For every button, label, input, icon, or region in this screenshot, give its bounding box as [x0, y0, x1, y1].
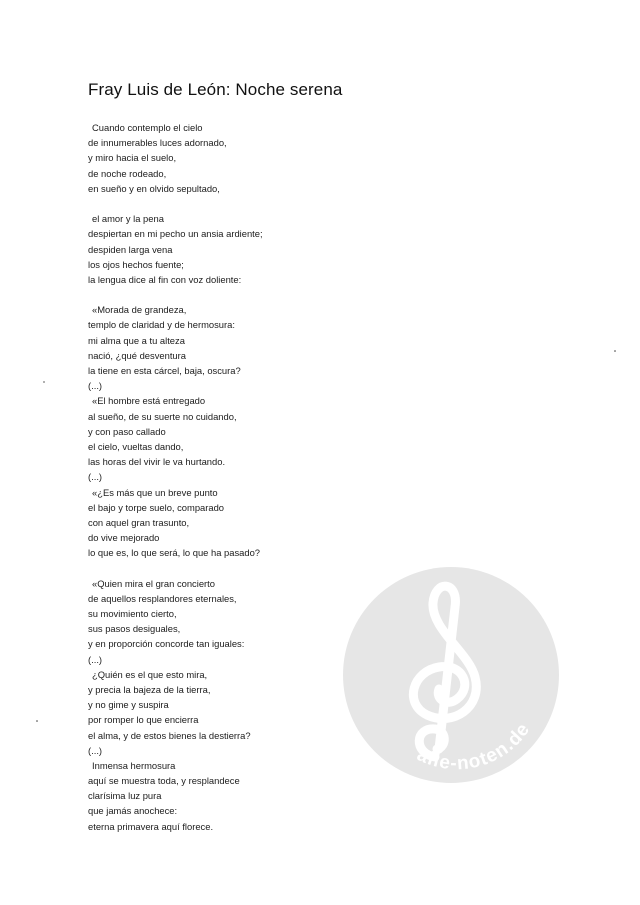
poem-line: sus pasos desiguales,: [88, 623, 181, 635]
poem-line: (...): [88, 471, 103, 483]
poem-line: despiertan en mi pecho un ansia ardiente;: [88, 228, 263, 240]
poem-line: y con paso callado: [88, 425, 166, 437]
poem-line: (...): [88, 744, 103, 756]
poem-line: (...): [88, 380, 103, 392]
poem-line: su movimiento cierto,: [88, 608, 177, 619]
poem-line: Cuando contemplo el cielo: [92, 122, 203, 133]
poem-line: «¿Es más que un breve punto: [92, 486, 218, 498]
stanza-gap: [88, 287, 263, 302]
poem-line: lo que es, lo que será, lo que ha pasado?: [88, 547, 261, 559]
poem-line: de aquellos resplandores eternales,: [88, 592, 237, 604]
stanza-gap: [88, 196, 263, 211]
stanza-gap: [88, 560, 263, 575]
poem-line: de noche rodeado,: [88, 167, 167, 179]
poem-line: con aquel gran trasunto,: [88, 516, 190, 528]
poem-line: el alma, y de estos bienes la destierra?: [88, 729, 251, 741]
poem-line: aquí se muestra toda, y resplandece: [88, 775, 240, 787]
poem-line: despiden larga vena: [88, 243, 173, 255]
poem-line: do vive mejorado: [88, 532, 160, 544]
poem-line: (...): [88, 653, 103, 665]
poem-line: Inmensa hermosura: [92, 759, 176, 771]
poem-line: «Quien mira el gran concierto: [92, 577, 215, 589]
poem-line: mi alma que a tu alteza: [88, 334, 185, 346]
scan-speck: [36, 720, 38, 722]
poem-line: la tiene en esta cárcel, baja, oscura?: [88, 365, 241, 376]
poem-line: el amor y la pena: [92, 213, 164, 225]
poem-line: al sueño, de su suerte no cuidando,: [88, 410, 237, 422]
document-title: Fray Luis de León: Noche serena: [88, 80, 343, 99]
poem-line: ¿Quién es el que esto mira,: [92, 668, 208, 680]
poem-line: clarísima luz pura: [88, 790, 162, 802]
poem-line: templo de claridad y de hermosura:: [88, 319, 235, 331]
poem-line: «Morada de grandeza,: [92, 304, 187, 316]
scan-speck: [43, 381, 45, 383]
poem-line: el cielo, vueltas dando,: [88, 440, 184, 452]
poem-line: por romper lo que encierra: [88, 714, 199, 726]
poem-line: la lengua dice al fin con voz doliente:: [88, 273, 242, 285]
poem-line: en sueño y en olvido sepultado,: [88, 182, 220, 194]
poem-line: de innumerables luces adornado,: [88, 137, 227, 149]
poem-line: y miro hacia el suelo,: [88, 152, 177, 164]
poem-line: «El hombre está entregado: [92, 395, 206, 407]
poem-line: los ojos hechos fuente;: [88, 258, 184, 270]
poem-line: nació, ¿qué desventura: [88, 349, 186, 361]
scan-speck: [614, 350, 616, 352]
poem-line: el bajo y torpe suelo, comparado: [88, 501, 225, 513]
poem-body: [88, 120, 263, 834]
watermark-logo: [343, 567, 559, 783]
poem-line: que jamás anochece:: [88, 805, 178, 817]
poem-line: y no gime y suspira: [88, 699, 169, 711]
poem-line: y en proporción concorde tan iguales:: [88, 638, 245, 650]
poem-line: las horas del vivir le va hurtando.: [88, 456, 226, 468]
watermark-text: alle-noten.de: [413, 719, 535, 775]
poem-line: y precia la bajeza de la tierra,: [88, 683, 211, 695]
poem-line: eterna primavera aquí florece.: [88, 820, 214, 832]
